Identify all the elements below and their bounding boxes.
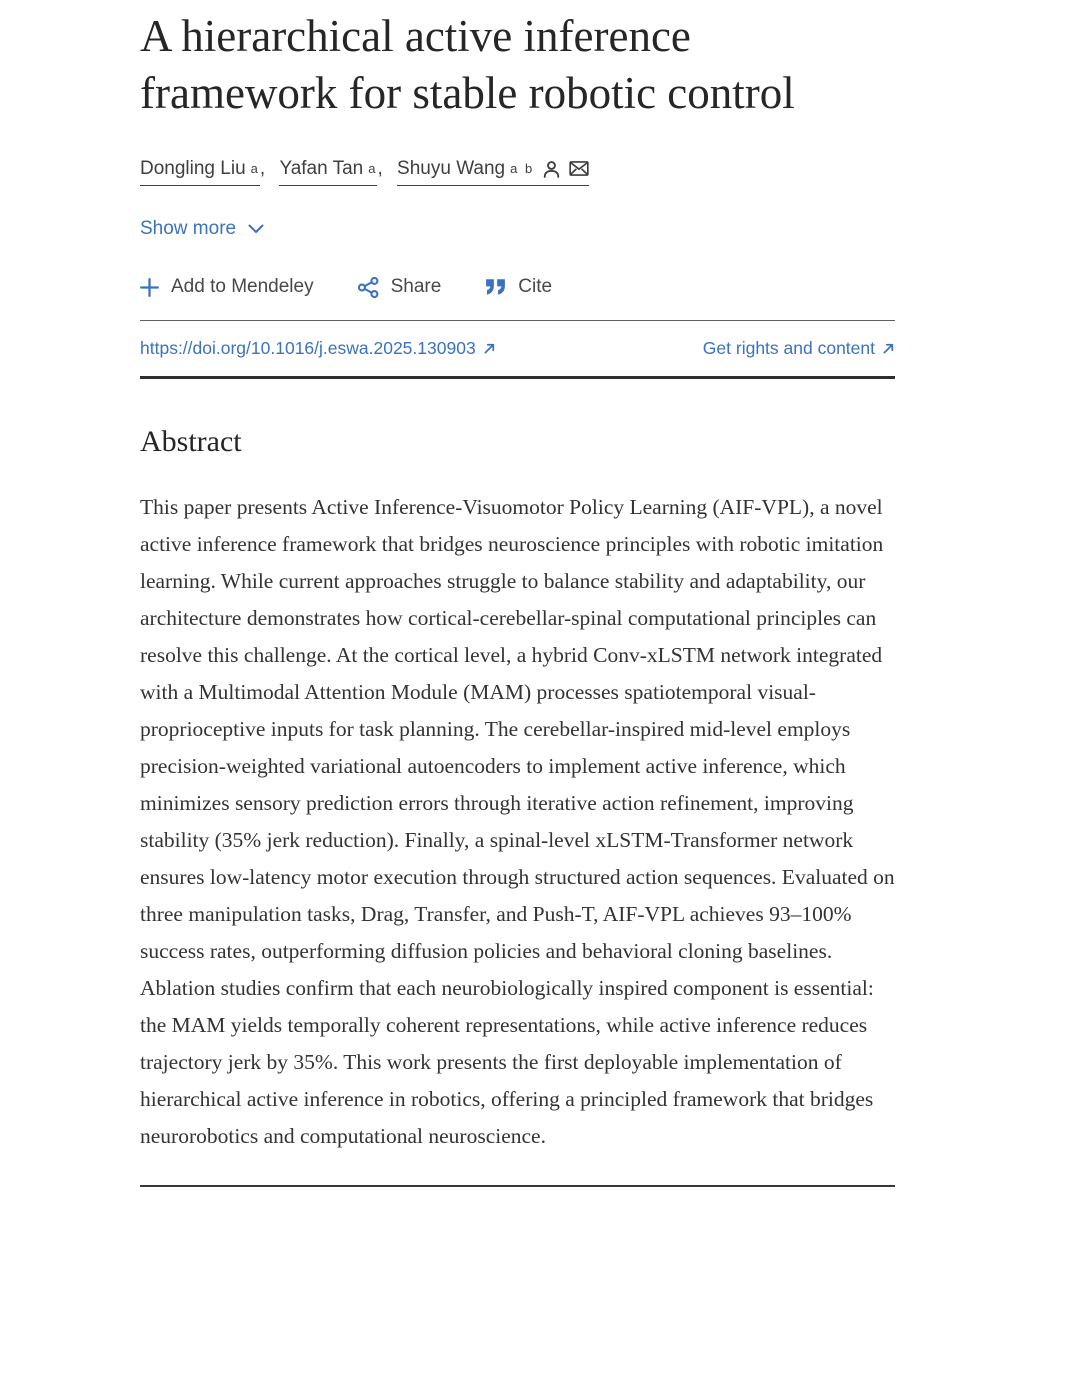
- cite-button[interactable]: [485, 276, 552, 298]
- envelope-icon: [569, 160, 589, 179]
- author-affiliation-sup: a: [250, 161, 260, 176]
- share-button[interactable]: [358, 276, 442, 298]
- external-link-icon: [483, 342, 496, 355]
- get-rights-link[interactable]: [703, 338, 895, 359]
- abstract-text: This paper presents Active Inference-Visuomotor Policy Learning (AIF-VPL), a novel active inference framework that bridges neuroscience principles with robotic imitation learning. While current approaches struggle to balance stability and adaptability, our architecture demonstrates how cortical-cerebellar-spinal computational principles can resolve this challenge. At the cortical level, a hybrid Conv-xLSTM network integrated with a Multimodal Attention Module (MAM) processes spatiotemporal visual-proprioceptive inputs for task planning. The cerebellar-inspired mid-level employs precision-weighted variational autoencoders to implement active inference, which minimizes sensory prediction errors through iterative action refinement, improving stability (35% jerk reduction). Finally, a spinal-level xLSTM-Transformer network ensures low-latency motor execution through structured action sequences. Evaluated on three manipulation tasks, Drag, Transfer, and Push-T, AIF-VPL achieves 93–100% success rates, outperforming diffusion policies and behavioral cloning baselines. Ablation studies confirm that each neurobiologically inspired component is essential: the MAM yields temporally coherent representations, while active inference reduces trajectory jerk by 35%. This work presents the first deployable implementation of hierarchical active inference in robotics, offering a principled framework that bridges neurorobotics and computational neuroscience.: [140, 495, 895, 1148]
- doi-row: [140, 321, 895, 376]
- add-to-mendeley-button[interactable]: [140, 276, 314, 298]
- plus-icon: [140, 278, 159, 297]
- share-label: Share: [390, 276, 442, 297]
- cite-label: Cite: [518, 276, 553, 297]
- doi-link-text: https://doi.org/10.1016/j.eswa.2025.130903: [140, 338, 476, 358]
- author-list: [140, 158, 895, 186]
- author-affiliation-sup: a b: [510, 161, 535, 176]
- share-icon: [358, 277, 379, 298]
- chevron-down-icon: [248, 218, 264, 240]
- author-separator: ,: [259, 158, 266, 179]
- action-bar: [140, 276, 895, 298]
- divider-bottom: [140, 1185, 895, 1187]
- author-separator: ,: [377, 158, 383, 179]
- add-to-mendeley-label: Add to Mendeley: [171, 276, 314, 297]
- show-more-label: Show more: [140, 218, 237, 239]
- doi-link[interactable]: [140, 338, 496, 359]
- author-name: Dongling Liu: [140, 158, 246, 179]
- author-name: Shuyu Wang: [397, 158, 506, 179]
- article-header: [140, 8, 895, 1187]
- external-link-icon: [882, 342, 895, 355]
- divider-thick: [140, 376, 895, 379]
- get-rights-text: Get rights and content: [702, 338, 875, 358]
- author-link[interactable]: [140, 158, 260, 186]
- author-link[interactable]: [279, 158, 377, 186]
- abstract-heading: Abstract: [140, 425, 242, 458]
- author-link[interactable]: [397, 158, 589, 186]
- person-icon: [542, 160, 561, 179]
- author-name: Yafan Tan: [279, 158, 364, 179]
- author-affiliation-sup: a: [368, 161, 378, 176]
- show-more-button[interactable]: [140, 218, 264, 240]
- quote-icon: [485, 278, 506, 296]
- page-title: A hierarchical active inference framework for stable robotic control: [140, 11, 795, 118]
